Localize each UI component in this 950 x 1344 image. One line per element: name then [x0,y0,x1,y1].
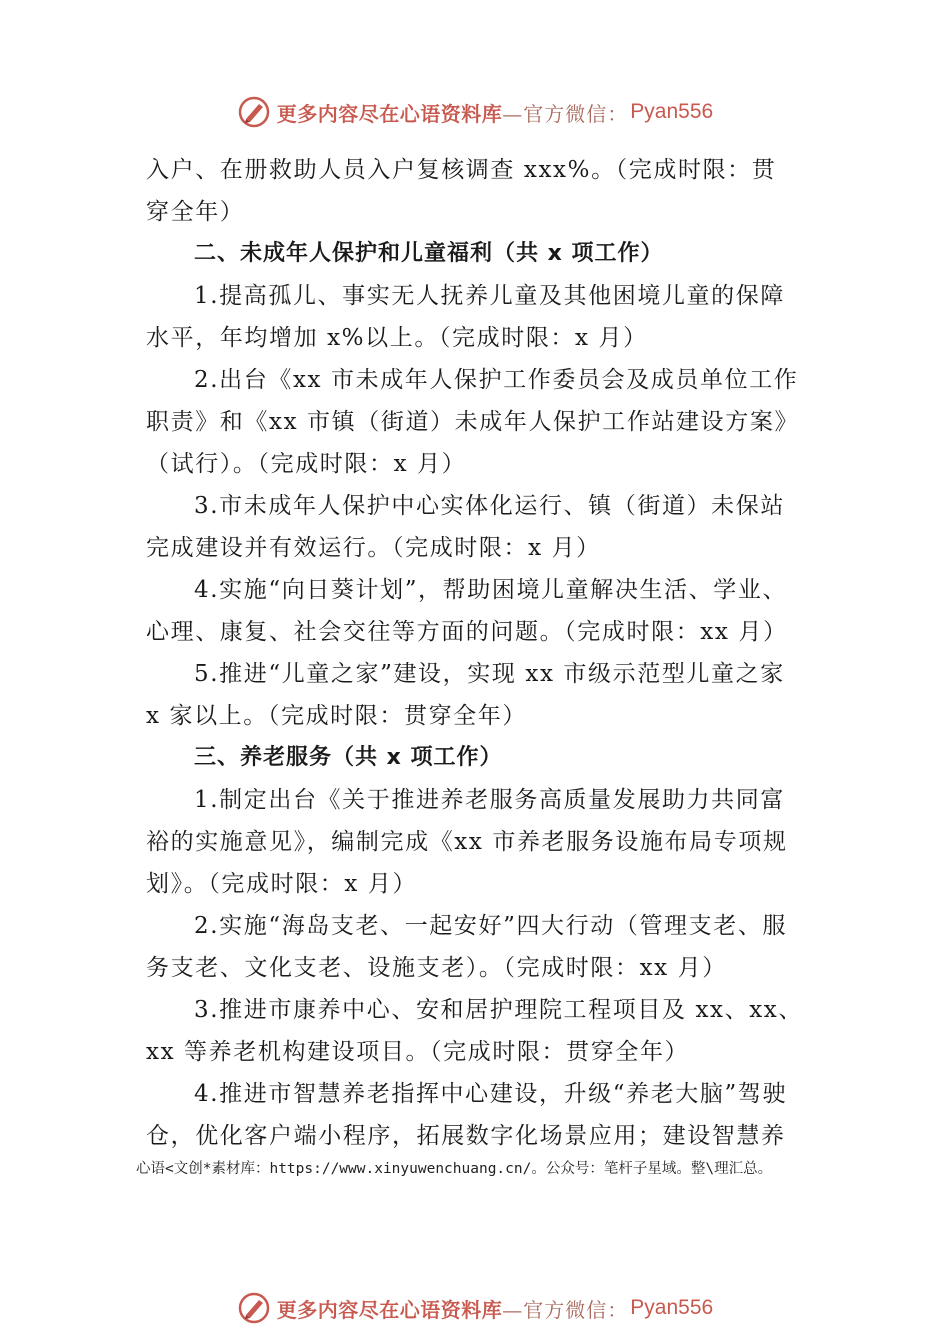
body-text-line: x 家以上。（完成时限：贯穿全年） [146,703,527,729]
banner-wechat-id: Pyan556 [630,100,714,123]
pen-circle-logo-icon [237,1291,271,1325]
body-text-line: 入户、在册救助人员入户复核调查 xxx%。（完成时限：贯 [146,157,777,183]
body-text-line: 仓，优化客户端小程序，拓展数字化场景应用；建设智慧养 [146,1123,786,1149]
body-text-line: 3.市未成年人保护中心实体化运行、镇（街道）未保站 [194,493,785,519]
body-text-line: 1.制定出台《关于推进养老服务高质量发展助力共同富 [194,787,785,813]
footer-source-note: 心语<文创*素材库：https://www.xinyuwenchuang.cn/。公众号：笔杆子星域。整\理汇总。 [136,1161,773,1177]
banner-wechat-id: Pyan556 [630,1296,714,1319]
banner-title: 更多内容尽在心语资料库 [276,101,503,126]
document-body [146,149,810,1157]
section-heading: 二、未成年人保护和儿童福利（共 x 项工作） [194,241,664,266]
header-banner [0,92,950,132]
pen-circle-logo-icon [237,95,271,129]
body-text-line: 5.推进“儿童之家”建设，实现 xx 市级示范型儿童之家 [194,661,785,687]
body-text-line: 完成建设并有效运行。（完成时限：x 月） [146,535,601,561]
banner-subtitle: —官方微信： [502,101,629,126]
body-text-line: 穿全年） [146,199,245,225]
body-text-line: 3.推进市康养中心、安和居护理院工程项目及 xx、xx、 [194,997,803,1023]
banner-title: 更多内容尽在心语资料库 [276,1297,503,1322]
body-text-line: 1.提高孤儿、事实无人抚养儿童及其他困境儿童的保障 [194,283,785,309]
banner-subtitle: —官方微信： [502,1297,629,1322]
body-text-line: xx 等养老机构建设项目。（完成时限：贯穿全年） [146,1039,690,1065]
body-text-line: 心理、康复、社会交往等方面的问题。（完成时限：xx 月） [146,619,788,645]
body-text-line: 4.推进市智慧养老指挥中心建设，升级“养老大脑”驾驶 [194,1081,788,1107]
body-text-line: （试行）。（完成时限：x 月） [146,451,467,477]
footer-banner [0,1288,950,1328]
body-text-line: 职责》和《xx 市镇（街道）未成年人保护工作站建设方案》 [146,409,800,435]
body-text-line: 划》。（完成时限：x 月） [146,871,418,897]
body-text-line: 务支老、文化支老、设施支老）。（完成时限：xx 月） [146,955,727,981]
body-text-line: 水平，年均增加 x%以上。（完成时限：x 月） [146,325,648,351]
body-text-line: 裕的实施意见》，编制完成《xx 市养老服务设施布局专项规 [146,829,788,855]
body-text-line: 4.实施“向日葵计划”，帮助困境儿童解决生活、学业、 [194,577,788,603]
section-heading: 三、养老服务（共 x 项工作） [194,745,503,770]
body-text-line: 2.实施“海岛支老、一起安好”四大行动（管理支老、服 [194,913,788,939]
body-text-line: 2.出台《xx 市未成年人保护工作委员会及成员单位工作 [194,367,799,393]
